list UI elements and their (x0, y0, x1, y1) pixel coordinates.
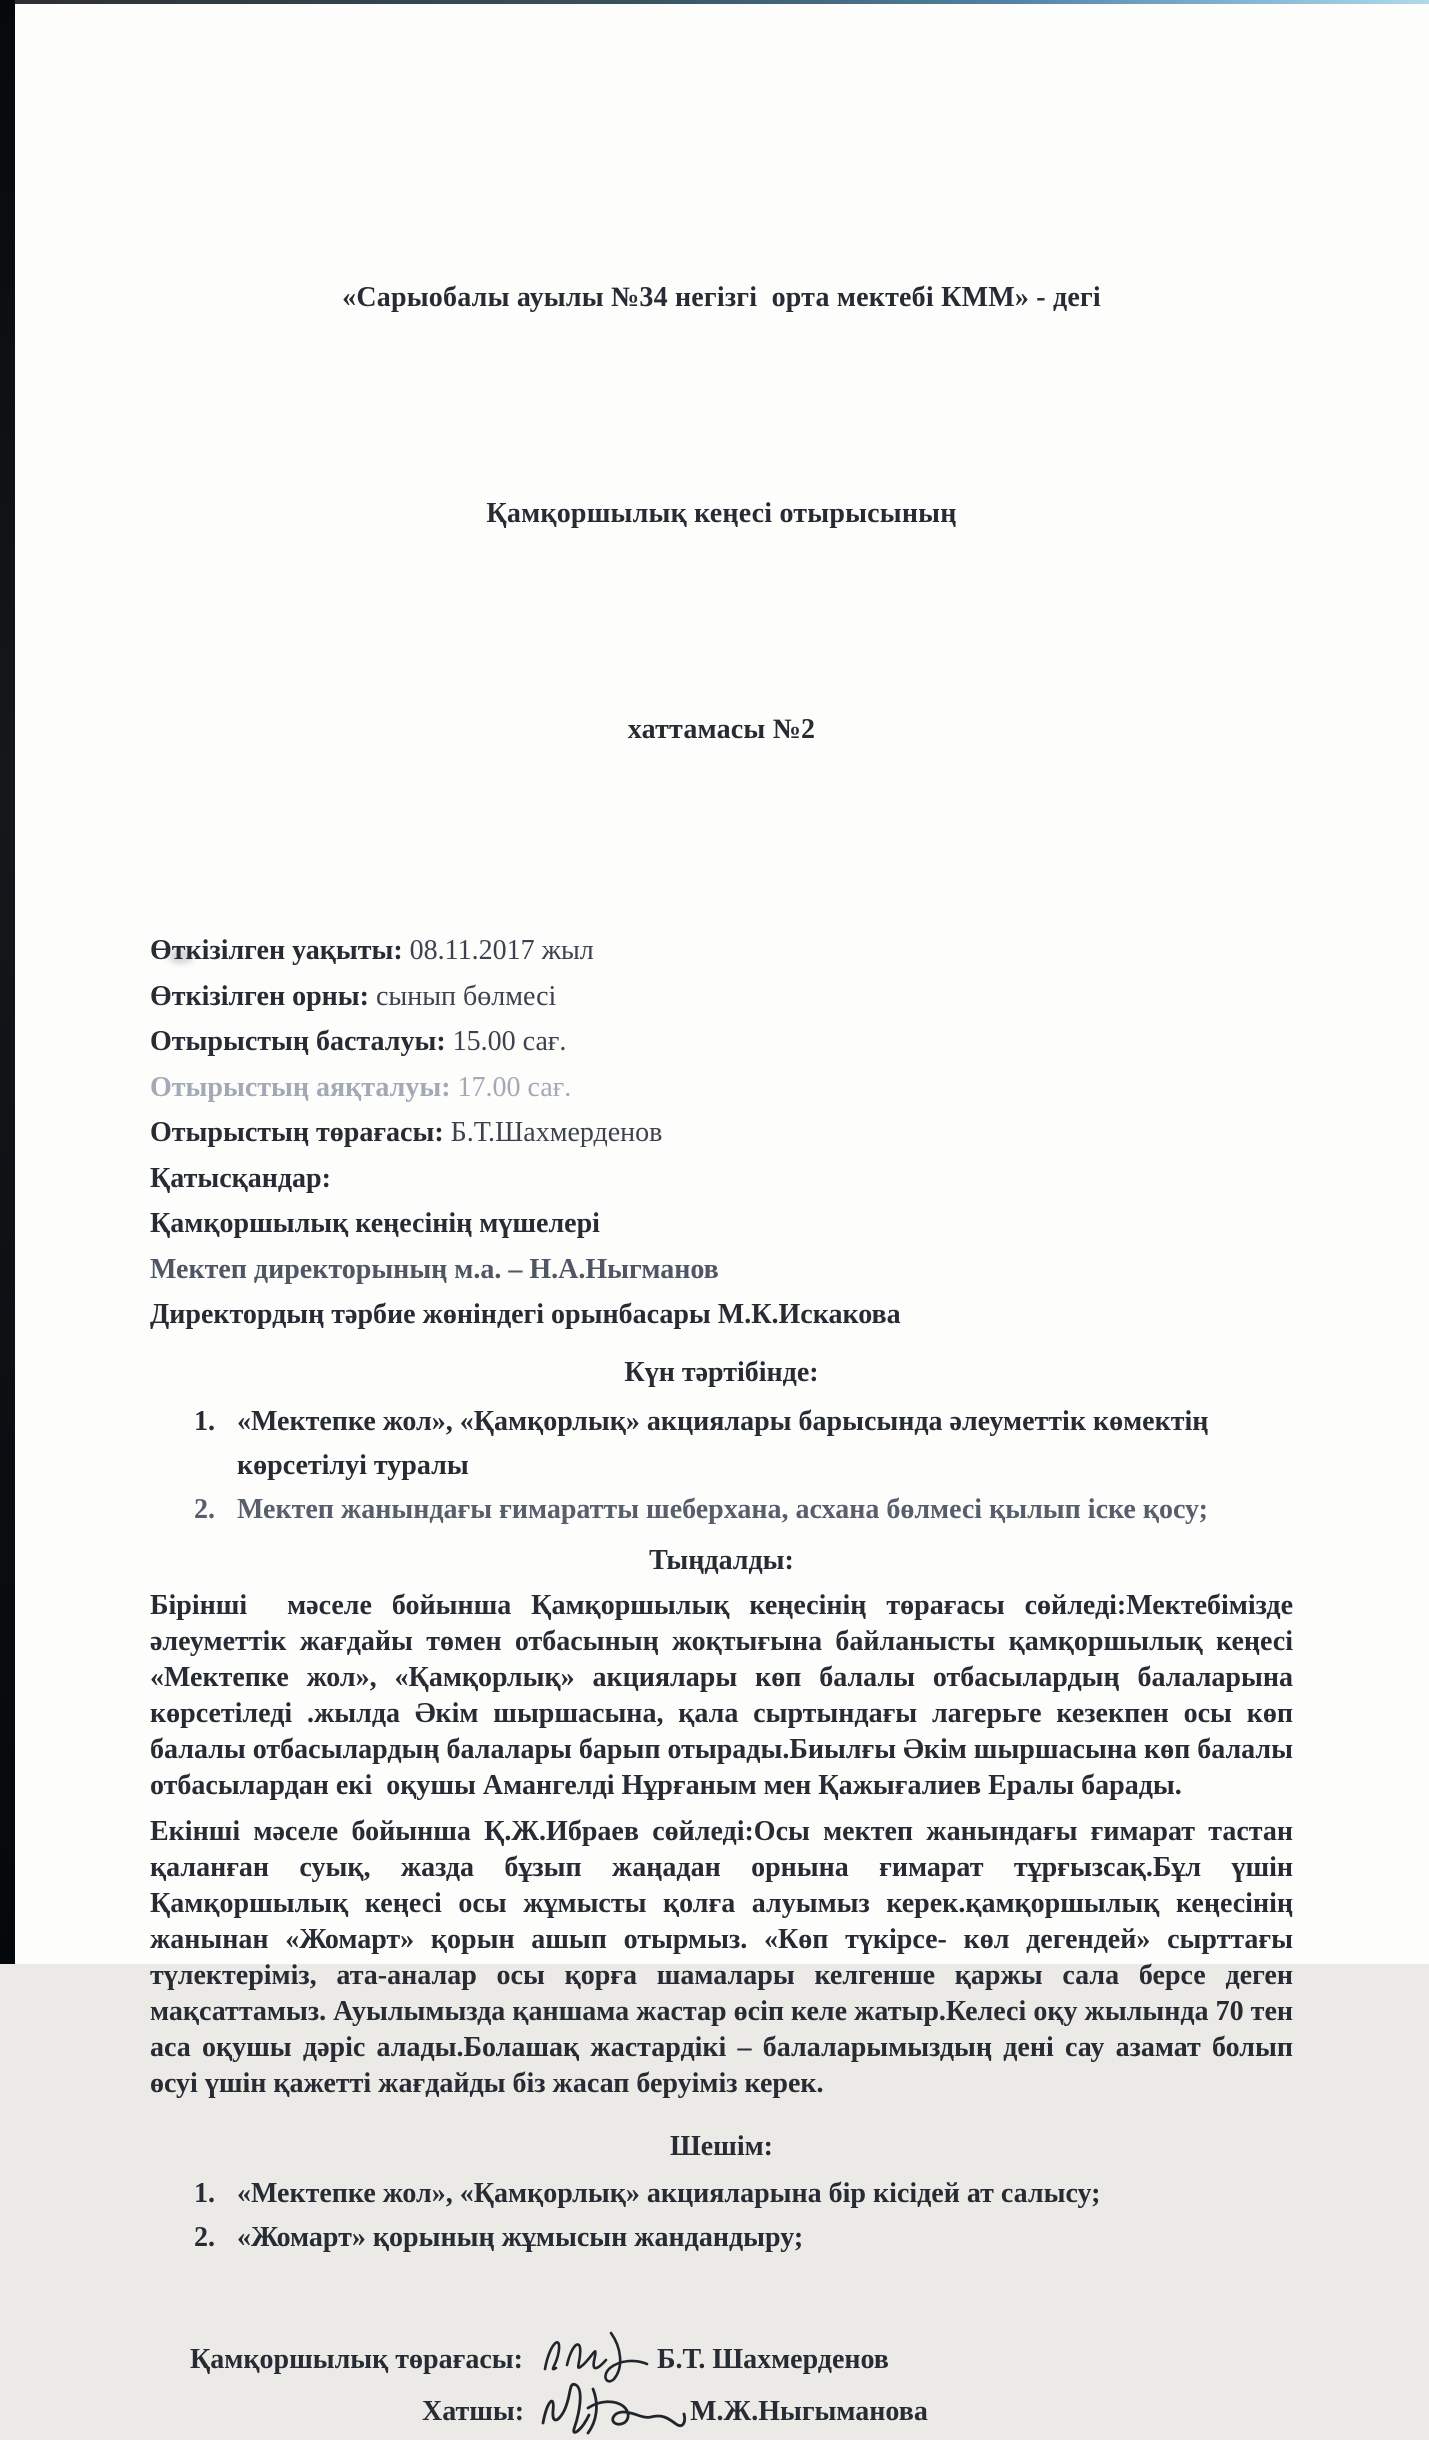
decision-item (194, 2216, 1293, 2260)
title-line: «Сарыобалы ауылы №34 негізгі орта мектебі КММ» - дегі (342, 282, 1101, 313)
meta-row-chairman (150, 1110, 1293, 1156)
scan-left-edge-artifact (0, 0, 15, 1964)
signature-label: Қамқоршылық төрағасы: (190, 2343, 523, 2375)
meta-label: Қатысқандар: (150, 1162, 331, 1194)
decision-item (194, 2172, 1293, 2216)
meta-value: сынып бөлмесі (375, 980, 557, 1012)
agenda-item (194, 1488, 1293, 1532)
meta-row-director (150, 1247, 1293, 1293)
signature-name: Б.Т. Шахмерденов (656, 2343, 889, 2375)
meta-label: Мектеп директорының м.а. – Н.А.Ныгманов (150, 1253, 719, 1285)
scan-top-edge-artifact (0, 0, 1429, 4)
title-line: хаттамасы №2 (627, 714, 816, 745)
meta-row-deputy-director (150, 1292, 1293, 1338)
meeting-meta (150, 928, 1293, 1338)
agenda-list (150, 1400, 1293, 1532)
body-paragraph-second-issue: Екінші мәселе бойынша Қ.Ж.Ибраев сөйледі:Осы мектеп жанындағы ғимарат тастан қаланған суық, жазда бұзып жаңадан орнына ғимарат тұрғызсақ.Бұл үшін Қамқоршылық кеңесі осы жұмысты қолға алуымыз керек.қамқоршылық кеңесінің жанынан «Жомарт» қорын ашып отырмыз. «Көп түкірсе- көл дегендей» сырттағы түлектеріміз, ата-аналар осы қорға шамалары келгенше қаржы сала берсе деген мақсаттамыз. Ауылымызда қаншама жастар өсіп келе жатыр.Келесі оқу жылында 70 тен аса оқушы дәріс алады.Болашақ жастардікі – балаларымыздың дені сау азамат болып өсуі үшін қажетті жағдайды біз жасап беруіміз керек. (150, 1815, 1300, 2099)
decision-item-text: «Мектепке жол», «Қамқорлық» акцияларына бір кісідей ат салысу; (237, 2177, 1101, 2209)
meta-label: Өткізілген уақыты: (150, 935, 403, 966)
meta-value: 08.11.2017 жыл (409, 935, 594, 966)
signature-block (150, 2332, 1293, 2440)
meta-label: Отырыстың төрағасы: (150, 1117, 444, 1148)
agenda-item-text: «Мектепке жол», «Қамқорлық» акциялары барысында әлеуметтік көмектің көрсетілуі туралы (237, 1405, 1209, 1481)
meta-label: Қамқоршылық кеңесінің мүшелері (150, 1208, 600, 1239)
meta-label: Отырыстың аяқталуы: (150, 1071, 451, 1103)
agenda-heading: Күн тәртібінде: (624, 1356, 819, 1388)
document-content (150, 118, 1300, 2440)
signature-row-secretary (422, 2384, 1293, 2440)
meta-label: Директордың тәрбие жөніндегі орынбасары М.К.Искакова (150, 1299, 901, 1330)
list-number: 1. (194, 1405, 215, 1437)
agenda-item-text: Мектеп жанындағы ғимаратты шеберхана, асхана бөлмесі қылып іске қосу; (237, 1493, 1209, 1525)
decision-list (150, 2172, 1293, 2260)
decision-heading: Шешім: (670, 2130, 773, 2162)
title-line: Қамқоршылық кеңесі отырысының (486, 498, 957, 529)
agenda-item (194, 1400, 1293, 1488)
meta-row-place (150, 974, 1293, 1020)
signature-row-chairman (190, 2332, 1293, 2388)
list-number: 2. (194, 1493, 215, 1525)
meta-row-end (150, 1065, 1293, 1111)
document-title (150, 118, 1293, 910)
meta-label: Отырыстың басталуы: (150, 1026, 446, 1057)
meta-row-council-members (150, 1201, 1293, 1247)
signature-name: М.Ж.Ныгыманова (690, 2395, 928, 2427)
heard-heading: Тыңдалды: (649, 1544, 794, 1576)
meta-value: Б.Т.Шахмерденов (450, 1117, 663, 1148)
secretary-signature-icon (538, 2373, 688, 2439)
list-number: 2. (194, 2221, 215, 2253)
list-number: 1. (194, 2177, 215, 2209)
meta-label: Өткізілген орны: (150, 980, 369, 1012)
meta-value: 17.00 сағ. (457, 1071, 572, 1103)
meta-row-attendees (150, 1156, 1293, 1202)
signature-label: Хатшы: (422, 2395, 525, 2427)
decision-item-text: «Жомарт» қорының жұмысын жандандыру; (237, 2221, 804, 2253)
body-paragraph-first-issue: Бірінші мәселе бойынша Қамқоршылық кеңесінің төрағасы сөйледі:Мектебімізде әлеуметтік жағдайы төмен отбасының жоқтығына байланысты қамқоршылық кеңесі «Мектепке жол», «Қамқорлық» акциялары көп балалы отбасылардың балаларына көрсетіледі .жылда Әкім шыршасына, қала сыртындағы лагерьге кезекпен осы көп балалы отбасылардың балалары барып отырады.Биылғы Әкім шыршасына көп балалы отбасылардан екі оқушы Амангелді Нұрғаным мен Қажығалиев Ералы барады. (150, 1589, 1300, 1801)
meta-row-time (150, 928, 1293, 974)
meta-value: 15.00 сағ. (452, 1026, 567, 1057)
meta-row-start (150, 1019, 1293, 1065)
